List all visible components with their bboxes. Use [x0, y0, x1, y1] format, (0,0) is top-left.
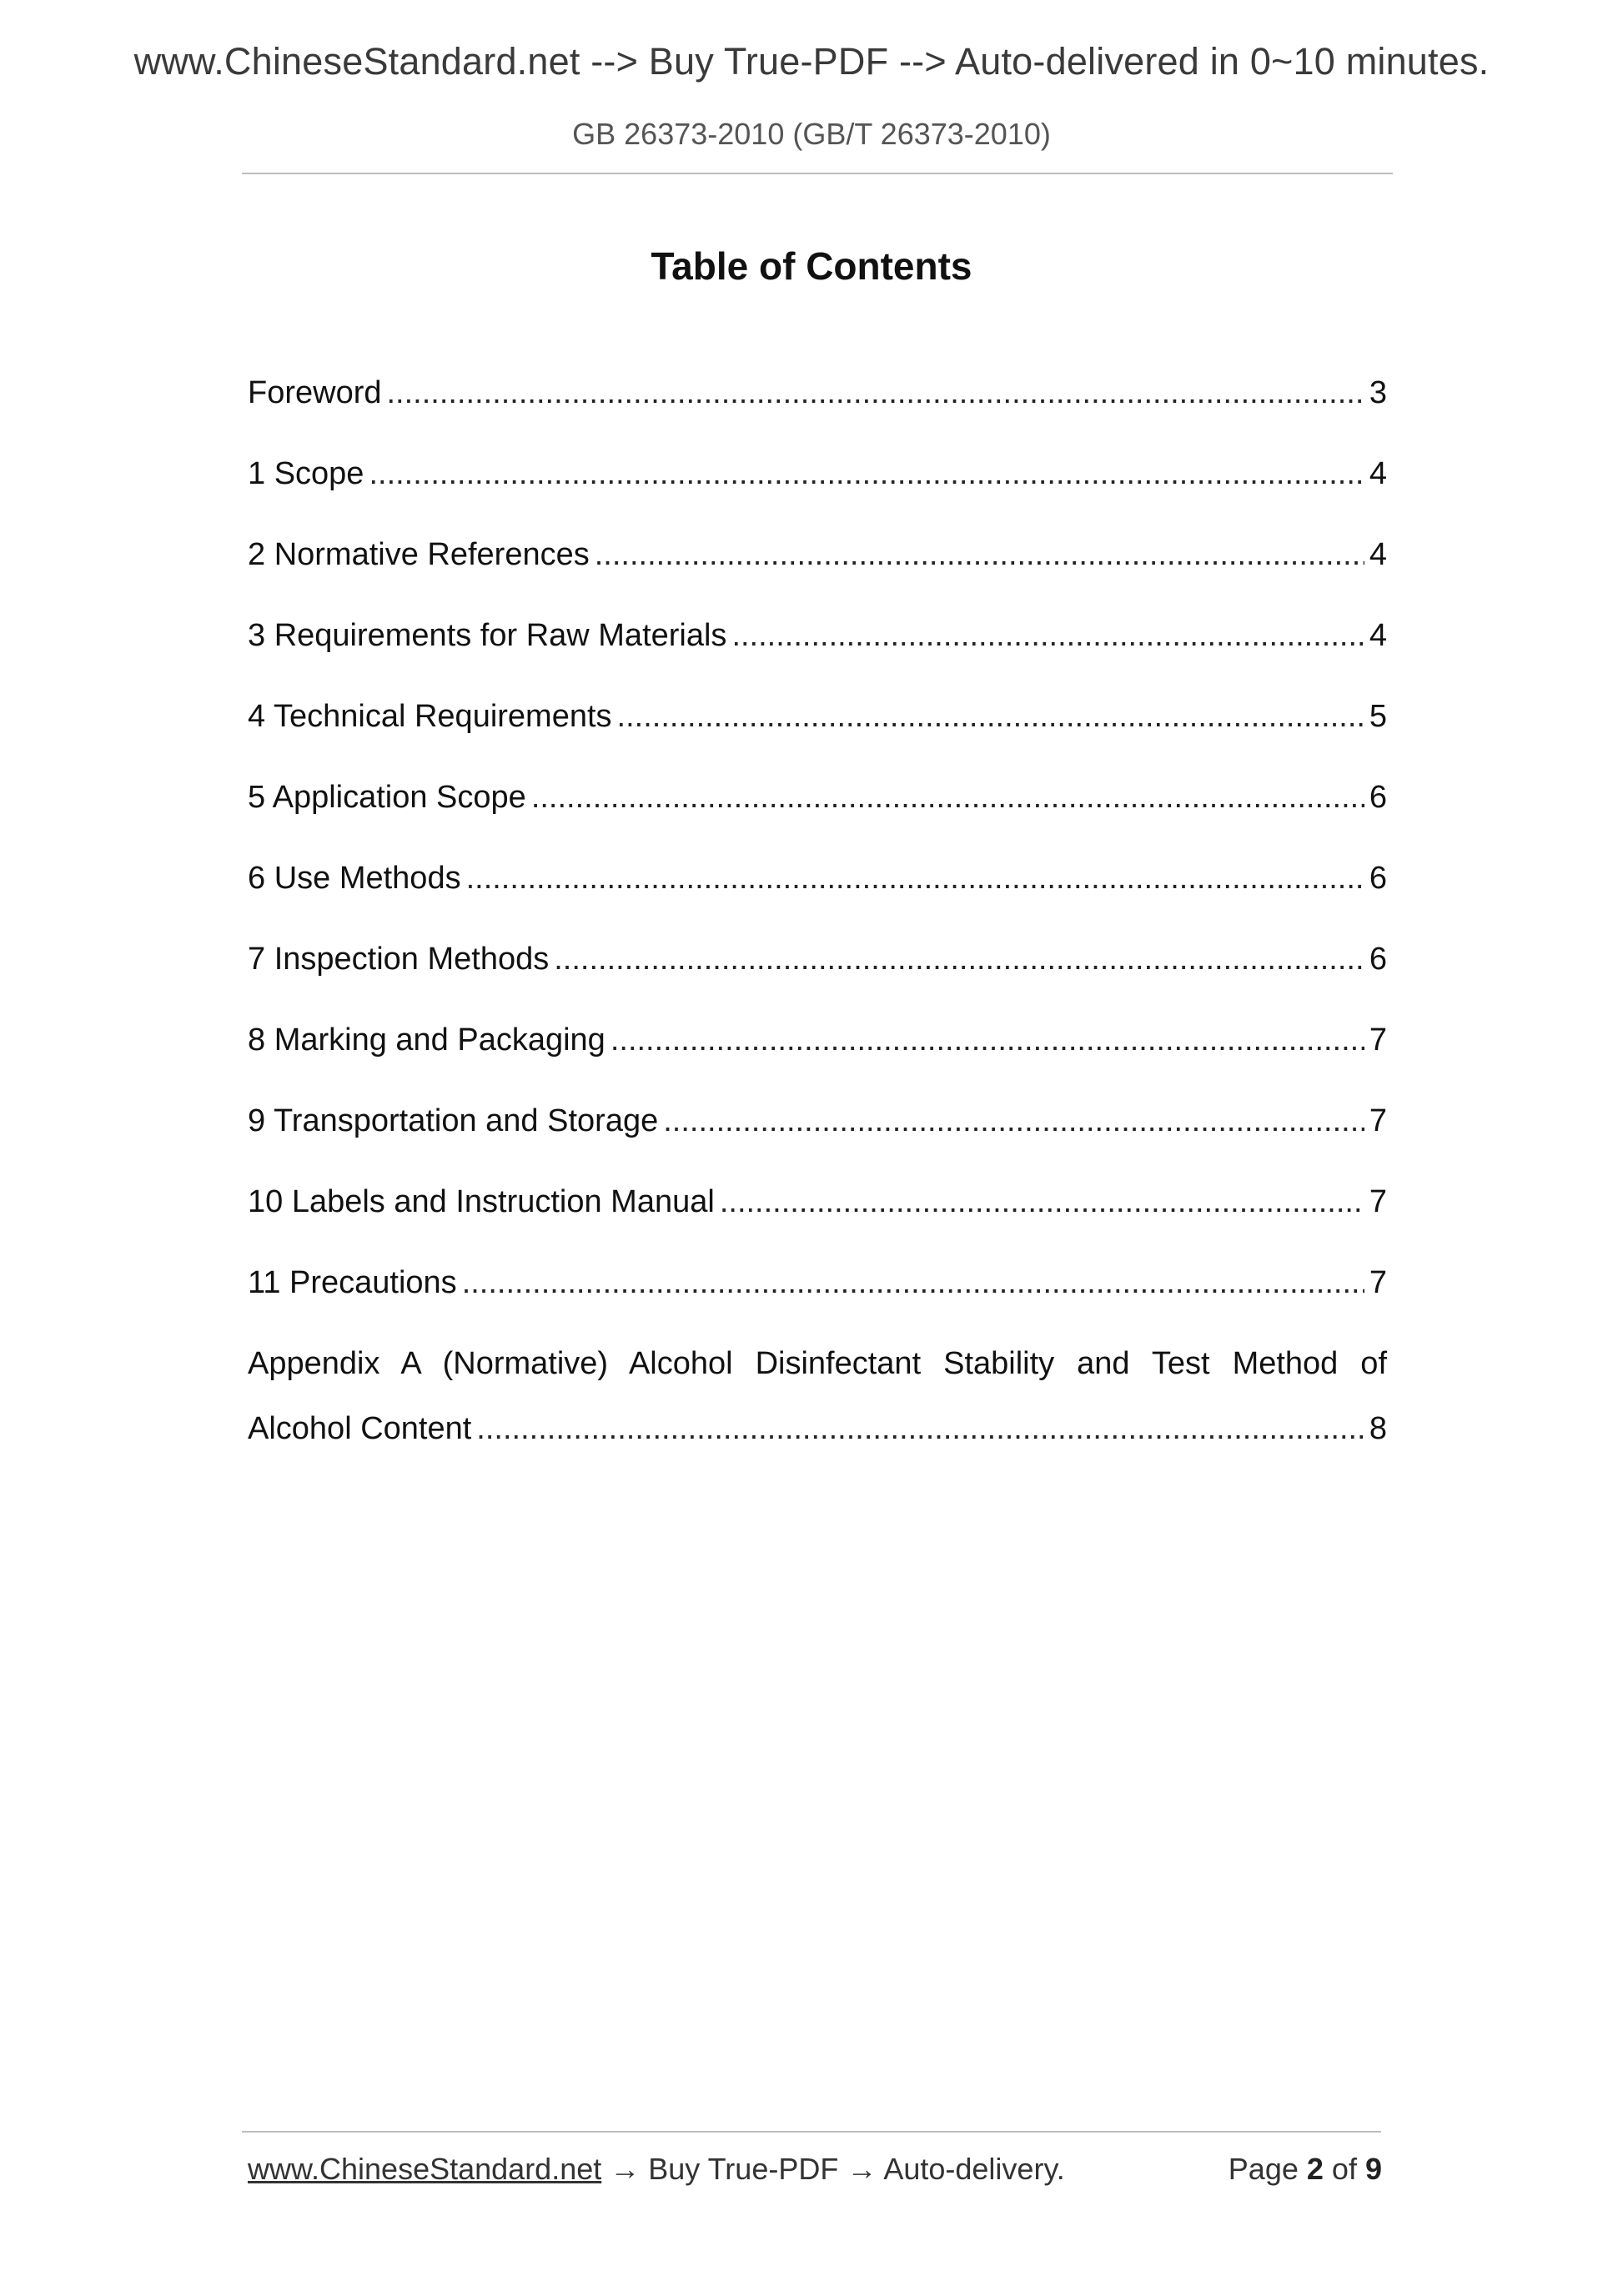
toc-entry-scope[interactable]	[248, 456, 1387, 537]
toc-entry-label-line1: Appendix A (Normative) Alcohol Disinfectant Stability and Test Method of	[248, 1346, 1387, 1381]
toc-entry-page: 7	[1369, 1184, 1387, 1219]
toc-leader-dots	[720, 1184, 1364, 1220]
toc-leader-dots	[617, 699, 1364, 735]
toc-entry-label: 11 Precautions	[248, 1265, 457, 1300]
toc-entry-label: 6 Use Methods	[248, 861, 461, 896]
toc-entry-label: 8 Marking and Packaging	[248, 1022, 605, 1058]
footer-site-link[interactable]: www.ChineseStandard.net	[248, 2152, 602, 2186]
toc-entry-label: 7 Inspection Methods	[248, 942, 550, 977]
toc-entry-page: 5	[1369, 699, 1387, 734]
toc-entry-page: 6	[1369, 861, 1387, 896]
header-divider	[242, 173, 1393, 174]
toc-entry-label: 10 Labels and Instruction Manual	[248, 1184, 715, 1219]
toc-leader-dots	[731, 618, 1364, 654]
toc-entry-page: 4	[1369, 618, 1387, 653]
toc-leader-dots	[595, 537, 1364, 573]
toc-entry-page: 6	[1369, 780, 1387, 815]
toc-entry-label: 2 Normative References	[248, 537, 590, 572]
toc-entry-appendix-a[interactable]	[248, 1346, 1387, 1447]
toc-entry-page: 7	[1369, 1022, 1387, 1058]
page-footer	[248, 2152, 1382, 2187]
toc-leader-dots	[663, 1103, 1364, 1139]
toc-entry-marking-packaging[interactable]	[248, 1022, 1387, 1103]
toc-leader-dots	[369, 456, 1364, 492]
toc-entry-foreword[interactable]	[248, 375, 1387, 456]
page-current: 2	[1306, 2152, 1324, 2186]
toc-entry-precautions[interactable]	[248, 1265, 1387, 1346]
toc-entry-page: 4	[1369, 456, 1387, 491]
page-number	[1229, 2152, 1382, 2187]
toc-entry-label: Foreword	[248, 375, 382, 410]
page-word: Page	[1228, 2152, 1299, 2186]
page-total: 9	[1364, 2152, 1382, 2186]
footer-tagline: → Buy True-PDF → Auto-delivery.	[610, 2152, 1065, 2186]
toc-entry-technical-requirements[interactable]	[248, 699, 1387, 780]
toc-entry-label-line2: Alcohol Content	[248, 1411, 472, 1446]
toc-entry-label: 4 Technical Requirements	[248, 699, 612, 734]
toc-entry-page: 3	[1369, 375, 1387, 410]
toc-entry-label: 3 Requirements for Raw Materials	[248, 618, 727, 653]
of-word: of	[1331, 2152, 1357, 2186]
toc-entry-page: 8	[1369, 1411, 1387, 1446]
toc-entry-page: 4	[1369, 537, 1387, 572]
toc-leader-dots	[462, 1265, 1364, 1301]
footer-divider	[242, 2131, 1381, 2133]
toc-leader-dots	[554, 942, 1364, 977]
toc-entry-page: 7	[1369, 1103, 1387, 1138]
toc-title: Table of Contents	[651, 244, 972, 288]
table-of-contents	[248, 375, 1387, 1447]
toc-entry-inspection-methods[interactable]	[248, 942, 1387, 1022]
toc-entry-labels-manual[interactable]	[248, 1184, 1387, 1265]
toc-entry-label: 9 Transportation and Storage	[248, 1103, 659, 1138]
toc-leader-dots	[611, 1022, 1364, 1058]
toc-entry-page: 7	[1369, 1265, 1387, 1300]
toc-entry-transportation-storage[interactable]	[248, 1103, 1387, 1184]
toc-entry-raw-materials[interactable]	[248, 618, 1387, 699]
toc-leader-dots	[531, 780, 1364, 816]
toc-entry-page: 6	[1369, 942, 1387, 977]
toc-entry-use-methods[interactable]	[248, 861, 1387, 942]
toc-entry-label: 1 Scope	[248, 456, 364, 491]
site-banner: www.ChineseStandard.net --> Buy True-PDF --> Auto-delivered in 0~10 minutes.	[133, 40, 1490, 83]
toc-entry-label: 5 Application Scope	[248, 780, 526, 815]
toc-leader-dots	[466, 861, 1364, 897]
standard-code-header: GB 26373-2010 (GB/T 26373-2010)	[572, 117, 1051, 151]
toc-leader-dots	[476, 1411, 1364, 1447]
toc-entry-normative-references[interactable]	[248, 537, 1387, 618]
toc-entry-application-scope[interactable]	[248, 780, 1387, 861]
footer-left	[248, 2152, 1065, 2187]
toc-leader-dots	[387, 375, 1364, 411]
toc-entry-line2	[248, 1411, 1387, 1447]
